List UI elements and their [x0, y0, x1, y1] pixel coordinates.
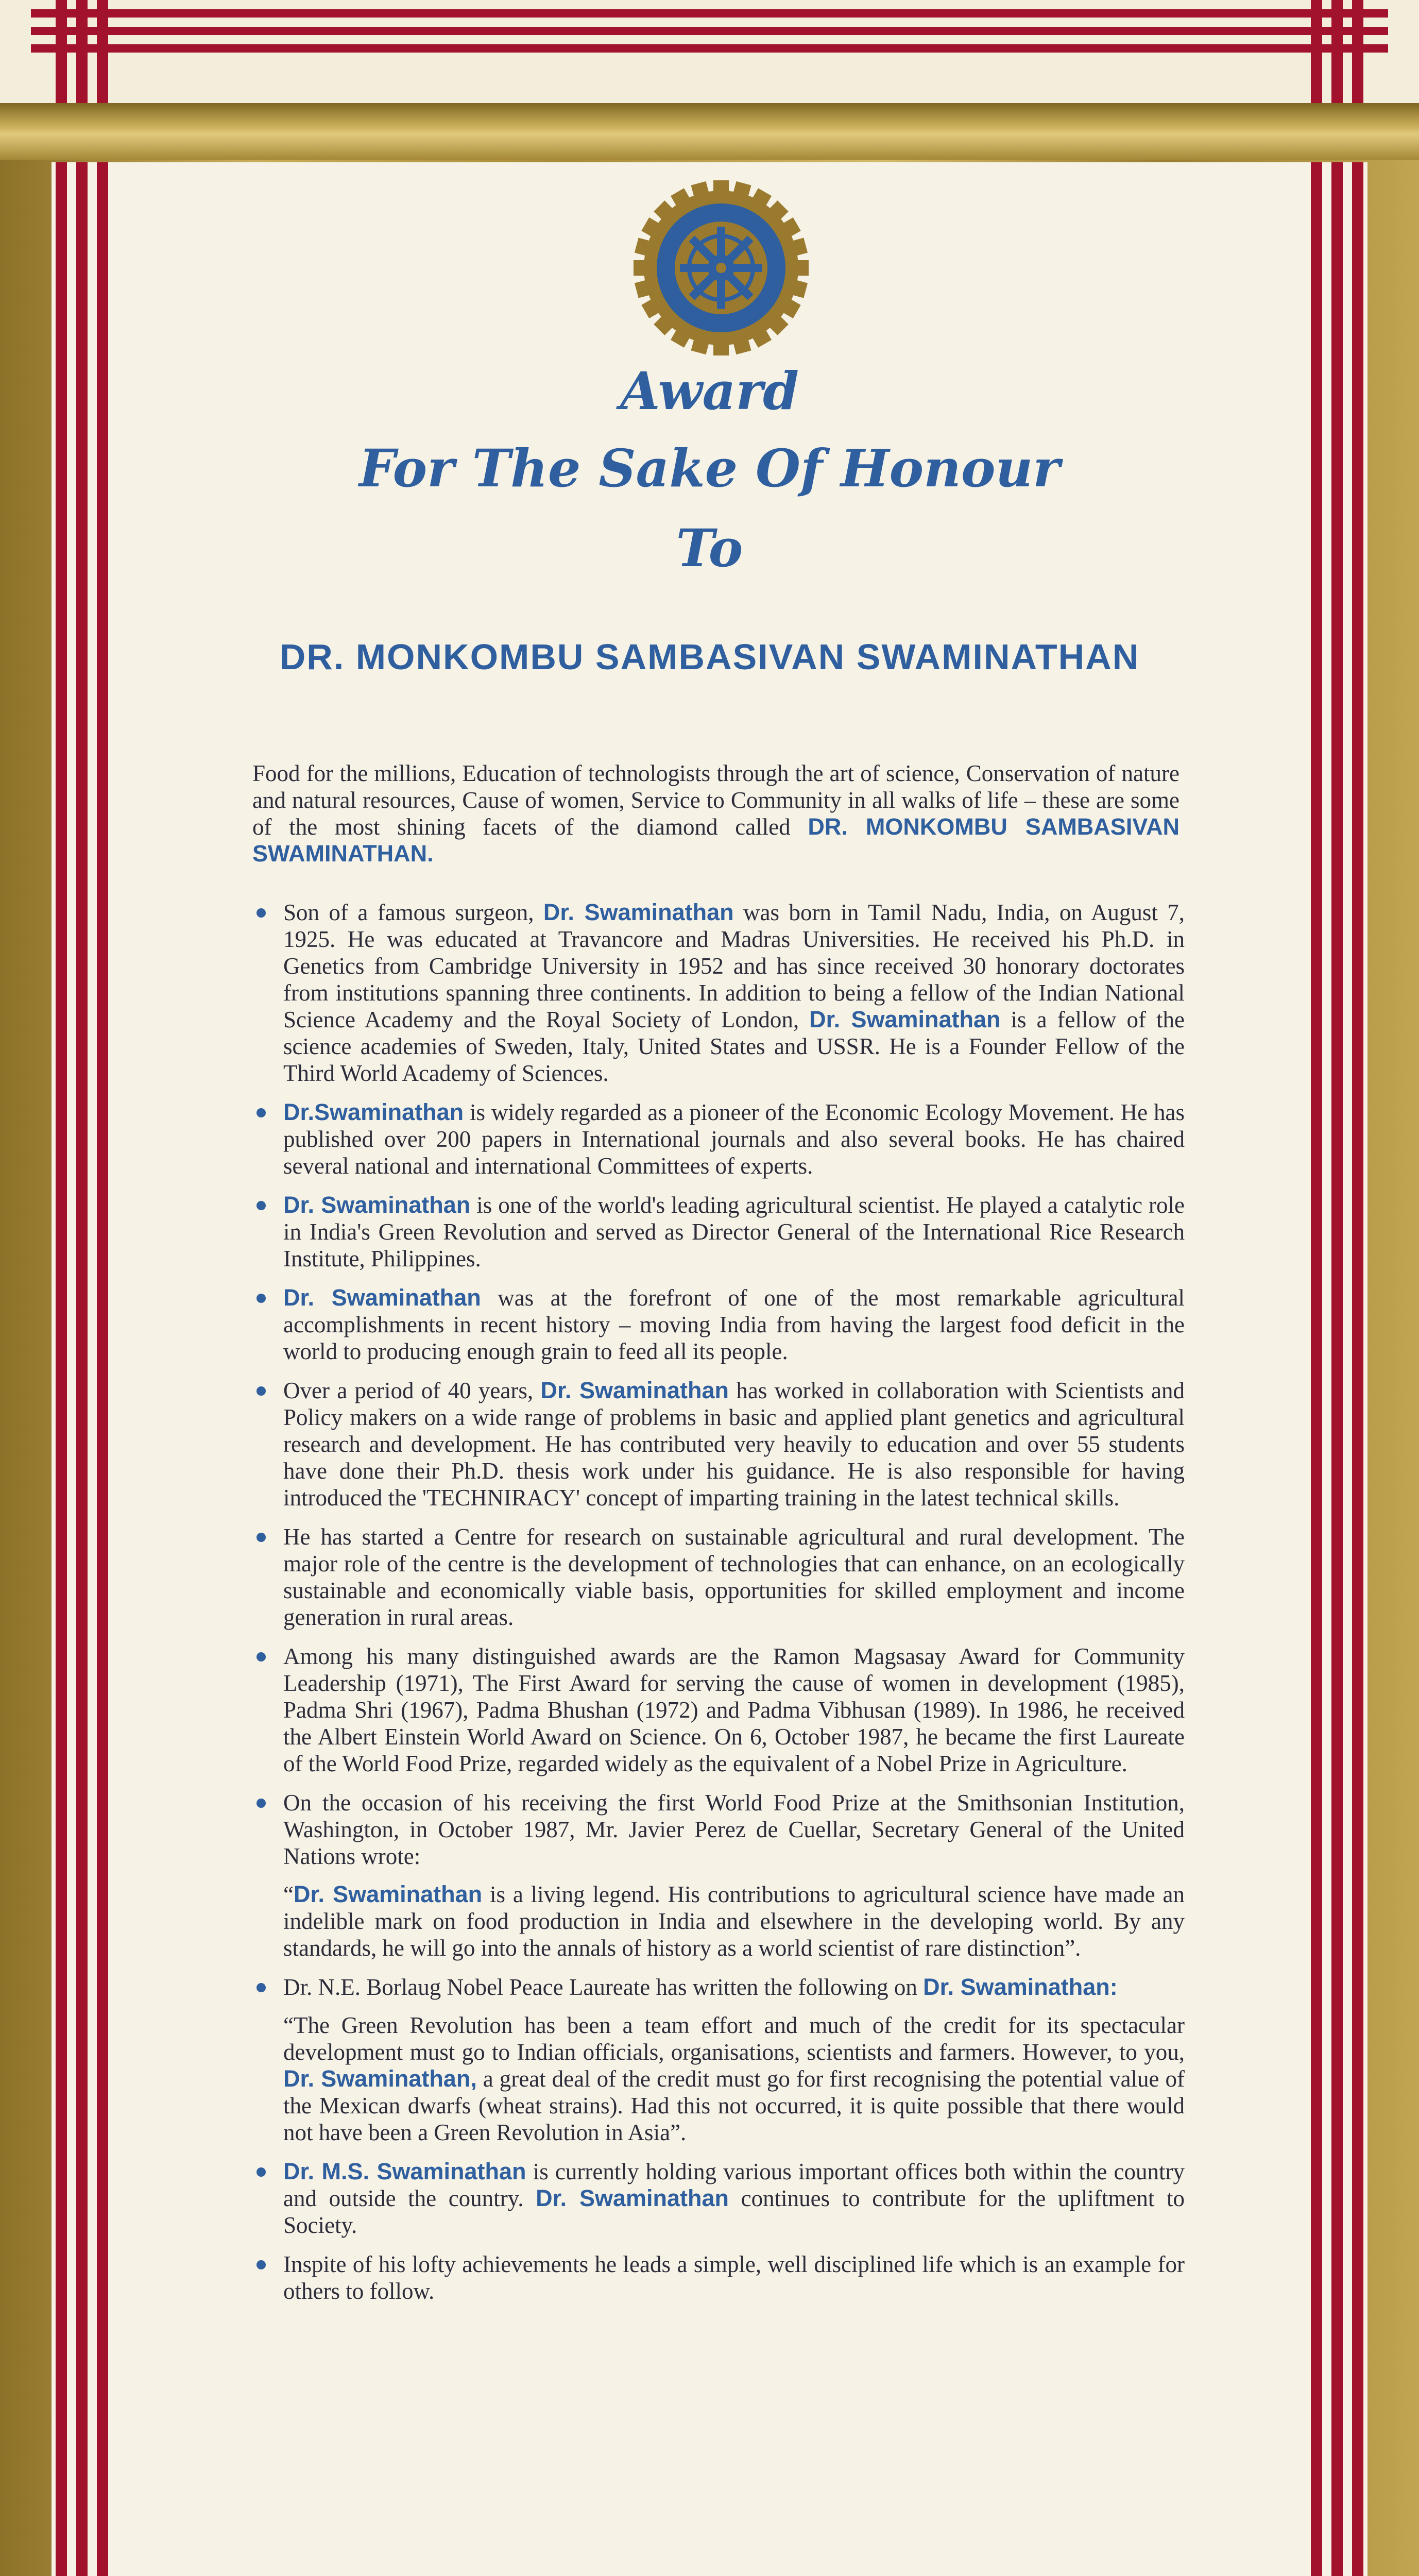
achievements-list	[252, 899, 1185, 2317]
borlaug-quote: “The Green Revolution has been a team effort and much of the credit for its spectacular development must go to Indian officials, organisations, scientists and farmers. However, to you, Dr. Swaminathan, a great deal of the credit must go for first recognising the potential value of the Mexican dwarfs (wheat strains). Had this not occurred, it is quite possible that there would not have been a Green Revolution in Asia”.	[283, 2012, 1185, 2145]
un-quote: “Dr. Swaminathan is a living legend. His contributions to agricultural science have made an indelible mark on food production in India and elsewhere in the developing world. By any standards, he will go into the annals of history as a world scientist of rare distinction”.	[283, 1881, 1185, 1961]
list-item: Inspite of his lofty achievements he leads a simple, well disciplined life which is an example for others to follow.	[252, 2251, 1185, 2304]
intro-paragraph: Food for the millions, Education of technologists through the art of science, Conservation of nature and natural resources, Cause of women, Service to Community in all walks of life – these are some of the most shining facets of the diamond called DR. MONKOMBU SAMBASIVAN SWAMINATHAN.	[252, 760, 1179, 867]
list-item: He has started a Centre for research on sustainable agricultural and rural development. The major role of the centre is the development of technologies that can enhance, on an ecologically sustainable and economically viable basis, opportunities for skilled employment and income generation in rural areas.	[252, 1523, 1185, 1631]
list-item: Dr. Swaminathan is one of the world's leading agricultural scientist. He played a catalytic role in India's Green Revolution and served as Director General of the International Rice Research Institute, Philippines.	[252, 1192, 1185, 1272]
award-title-line1: Award	[620, 361, 799, 421]
list-item: Dr.Swaminathan is widely regarded as a pioneer of the Economic Ecology Movement. He has published over 200 papers in International journals and also several books. He has chaired several national and international Committees of experts.	[252, 1099, 1185, 1179]
list-item: Dr. M.S. Swaminathan is currently holding various important offices both within the country and outside the country. Dr. Swaminathan continues to contribute for the upliftment to Society.	[252, 2158, 1185, 2239]
award-title-line3: To	[676, 518, 743, 579]
list-item: Among his many distinguished awards are the Ramon Magsasay Award for Community Leadership (1971), The First Award for serving the cause of women in development (1985), Padma Shri (1967), Padma Bhushan (1972) and Padma Vibhusan (1989). In 1986, he received the Albert Einstein World Award on Science. On 6, October 1987, he became the first Laureate of the World Food Prize, regarded widely as the equivalent of a Nobel Prize in Agriculture.	[252, 1643, 1185, 1777]
list-item: Dr. N.E. Borlaug Nobel Peace Laureate has written the following on Dr. Swaminathan: “The Green Revolution has been a team effort and much of the credit for its spectacular development must go to Indian officials, organisations, scientists and farmers. However, to you, Dr. Swaminathan, a great deal of the credit must go for first recognising the potential value of the Mexican dwarfs (wheat strains). Had this not occurred, it is quite possible that there would not have been a Green Revolution in Asia”.	[252, 1974, 1185, 2146]
list-item: Son of a famous surgeon, Dr. Swaminathan was born in Tamil Nadu, India, on August 7, 1925. He was educated at Travancore and Madras Universities. He received his Ph.D. in Genetics from Cambridge University in 1952 and has since received 30 honorary doctorates from institutions spanning three continents. In addition to being a fellow of the Indian National Science Academy and the Royal Society of London, Dr. Swaminathan is a fellow of the science academies of Sweden, Italy, United States and USSR. He is a Founder Fellow of the Third World Academy of Sciences.	[252, 899, 1185, 1087]
top-gold-separator	[0, 103, 1419, 160]
list-item: Over a period of 40 years, Dr. Swaminathan has worked in collaboration with Scientists and Policy makers on a wide range of problems in basic and applied plant genetics and agricultural research and development. He has contributed very heavily to education and over 55 students have done their Ph.D. thesis work under his guidance. He is also responsible for having introduced the 'TECHNIRACY' concept of imparting training in the latest technical skills.	[252, 1377, 1185, 1511]
top-border-band	[0, 0, 1419, 103]
list-item: On the occasion of his receiving the first World Food Prize at the Smithsonian Institution, Washington, in October 1987, Mr. Javier Perez de Cuellar, Secretary General of the United Nations wrote: “Dr. Swaminathan is a living legend. His contributions to agricultural science have made an indelible mark on food production in India and elsewhere in the developing world. By any standards, he will go into the annals of history as a world scientist of rare distinction”.	[252, 1789, 1185, 1961]
rotary-wheel-icon	[634, 180, 809, 355]
list-item: Dr. Swaminathan was at the forefront of one of the most remarkable agricultural accomplishments in recent history – moving India from having the largest food deficit in the world to producing enough grain to feed all its people.	[252, 1284, 1185, 1365]
award-title-line2: For The Sake Of Honour	[359, 438, 1060, 499]
recipient-name: DR. MONKOMBU SAMBASIVAN SWAMINATHAN	[279, 637, 1140, 677]
